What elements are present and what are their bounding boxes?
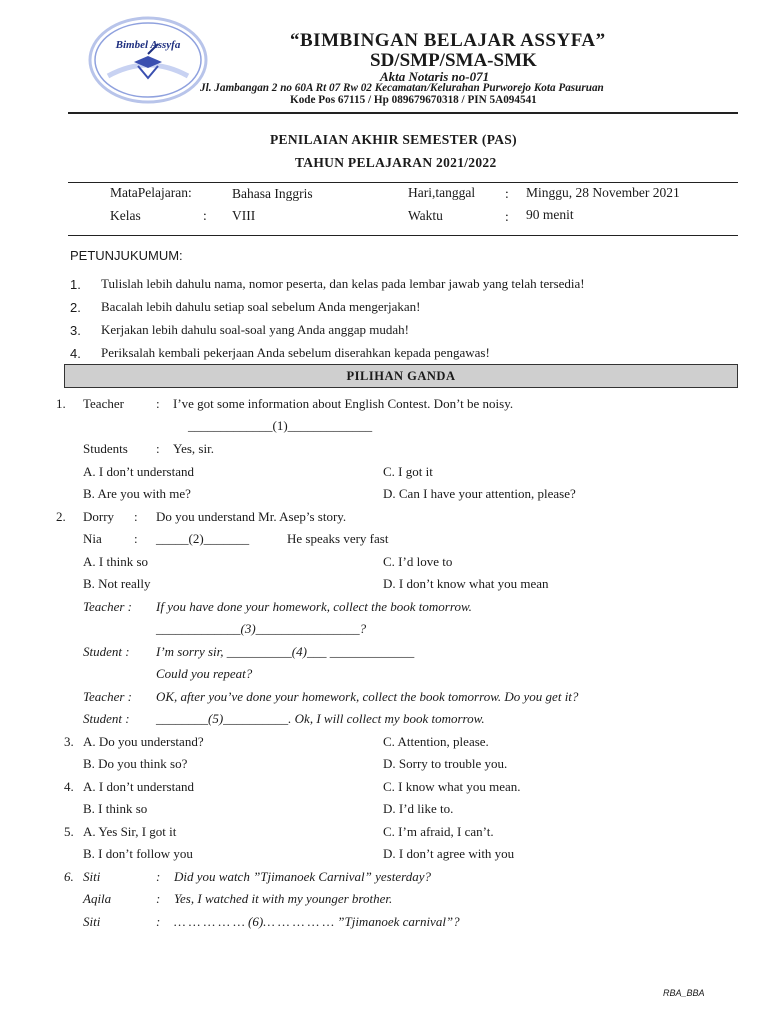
speaker-colon: :: [156, 891, 161, 906]
option-c: C. I got it: [383, 464, 433, 479]
option-c: C. Attention, please.: [383, 734, 489, 749]
option-a: A. I don’t understand: [83, 779, 194, 794]
speaker-colon: :: [156, 441, 160, 456]
day-colon: :: [505, 186, 509, 201]
option-b: B. I think so: [83, 801, 148, 816]
option-a: A. Do you understand?: [83, 734, 204, 749]
answer-blank: _____________(3)________________?: [156, 621, 367, 636]
speaker-label: Teacher: [83, 396, 124, 411]
speaker-colon: :: [156, 396, 160, 411]
option-d: D. Sorry to trouble you.: [383, 756, 508, 771]
answer-blank: _____(2)_______: [156, 531, 250, 546]
instruction-number: 1.: [70, 277, 81, 292]
header-divider: [68, 112, 738, 114]
school-levels: SD/SMP/SMA-SMK: [370, 50, 537, 71]
speaker-label: Teacher :: [83, 689, 132, 704]
dialog-line: Yes, I watched it with my younger brother.: [174, 891, 393, 906]
option-d: D. I don’t know what you mean: [383, 576, 549, 591]
dialog-line: Yes, sir.: [173, 441, 214, 456]
option-c: C. I’d love to: [383, 554, 453, 569]
subject-label: MataPelajaran:: [110, 185, 192, 200]
option-b: B. Not really: [83, 576, 151, 591]
speaker-label: Dorry: [83, 509, 115, 524]
option-d: D. I don’t agree with you: [383, 846, 515, 861]
option-b: B. Are you with me?: [83, 486, 191, 501]
day-label: Hari,tanggal: [408, 185, 476, 200]
class-value: VIII: [232, 208, 256, 223]
speaker-colon: :: [134, 509, 138, 524]
time-label: Waktu: [408, 208, 443, 223]
time-value: 90 menit: [526, 207, 574, 222]
instruction-text: Kerjakan lebih dahulu soal-soal yang Anda anggap mudah!: [101, 322, 409, 337]
option-d: D. I’d like to.: [383, 801, 454, 816]
address-line: Jl. Jambangan 2 no 60A Rt 07 Rw 02 Kecamatan/Kelurahan Purworejo Kota Pasuruan: [200, 82, 604, 94]
dialog-line: Could you repeat?: [156, 666, 253, 681]
info-bottom-rule: [68, 235, 738, 236]
dialog-line: Do you understand Mr. Asep’s story.: [156, 509, 347, 524]
exam-title: PENILAIAN AKHIR SEMESTER (PAS): [270, 132, 517, 147]
instruction-text: Periksalah kembali pekerjaan Anda sebelum diserahkan kepada pengawas!: [101, 345, 490, 360]
dialog-line: OK, after you’ve done your homework, collect the book tomorrow. Do you get it?: [156, 689, 579, 704]
question-number: 1.: [56, 396, 66, 411]
instruction-number: 2.: [70, 300, 81, 315]
exam-year: TAHUN PELAJARAN 2021/2022: [295, 155, 497, 170]
option-c: C. I’m afraid, I can’t.: [383, 824, 494, 839]
answer-blank: _____________(1)_____________: [188, 418, 373, 433]
section-title: PILIHAN GANDA: [346, 369, 456, 383]
question-number: 4.: [64, 779, 74, 794]
speaker-colon: :: [134, 531, 138, 546]
time-colon: :: [505, 209, 509, 224]
school-logo: [86, 14, 210, 106]
option-b: B. I don’t follow you: [83, 846, 193, 861]
logo-text: Bimbel Assyfa: [115, 39, 181, 51]
option-c: C. I know what you mean.: [383, 779, 521, 794]
option-a: A. I think so: [83, 554, 148, 569]
speaker-label: Teacher :: [83, 599, 132, 614]
speaker-label: Siti: [83, 869, 101, 884]
speaker-colon: :: [156, 914, 161, 929]
page-footer-code: RBA_BBA: [663, 988, 705, 998]
speaker-colon: :: [156, 869, 161, 884]
notary-line: Akta Notaris no-071: [380, 69, 490, 84]
dialog-line: I’ve got some information about English Contest. Don’t be noisy.: [173, 396, 514, 411]
speaker-label: Student :: [83, 711, 130, 726]
dialog-line: I’m sorry sir, __________(4)___ _____________: [156, 644, 415, 659]
dialog-line: He speaks very fast: [287, 531, 389, 546]
instruction-number: 3.: [70, 323, 81, 338]
option-a: A. I don’t understand: [83, 464, 194, 479]
institution-name: “BIMBINGAN BELAJAR ASSYFA”: [290, 30, 606, 51]
option-d: D. Can I have your attention, please?: [383, 486, 576, 501]
info-top-rule: [68, 182, 738, 183]
day-value: Minggu, 28 November 2021: [526, 185, 680, 200]
subject-value: Bahasa Inggris: [232, 186, 313, 201]
question-number: 5.: [64, 824, 74, 839]
speaker-label: Aqila: [83, 891, 112, 906]
contact-line: Kode Pos 67115 / Hp 089679670318 / PIN 5A094541: [290, 94, 537, 106]
question-number: 3.: [64, 734, 74, 749]
dialog-line: Did you watch ”Tjimanoek Carnival” yesterday?: [174, 869, 431, 884]
instruction-text: Tulislah lebih dahulu nama, nomor peserta, dan kelas pada lembar jawab yang telah tersedia!: [101, 276, 585, 291]
option-b: B. Do you think so?: [83, 756, 188, 771]
speaker-label: Siti: [83, 914, 101, 929]
speaker-label: Nia: [83, 531, 102, 546]
section-header: [64, 364, 738, 388]
speaker-label: Student :: [83, 644, 130, 659]
question-number: 2.: [56, 509, 66, 524]
dialog-line: If you have done your homework, collect the book tomorrow.: [156, 599, 472, 614]
instructions-title: PETUNJUKUMUM:: [70, 248, 183, 263]
instruction-text: Bacalah lebih dahulu setiap soal sebelum Anda mengerjakan!: [101, 299, 421, 314]
class-label: Kelas: [110, 208, 141, 223]
option-a: A. Yes Sir, I got it: [83, 824, 177, 839]
speaker-label: Students: [83, 441, 128, 456]
question-number: 6.: [64, 869, 74, 884]
dialog-line: ________(5)__________. Ok, I will collect my book tomorrow.: [156, 711, 485, 726]
instruction-number: 4.: [70, 346, 81, 361]
class-colon: :: [203, 208, 207, 223]
dialog-line: … … … … … (6)… … … … … ”Tjimanoek carnival”?: [174, 914, 460, 929]
